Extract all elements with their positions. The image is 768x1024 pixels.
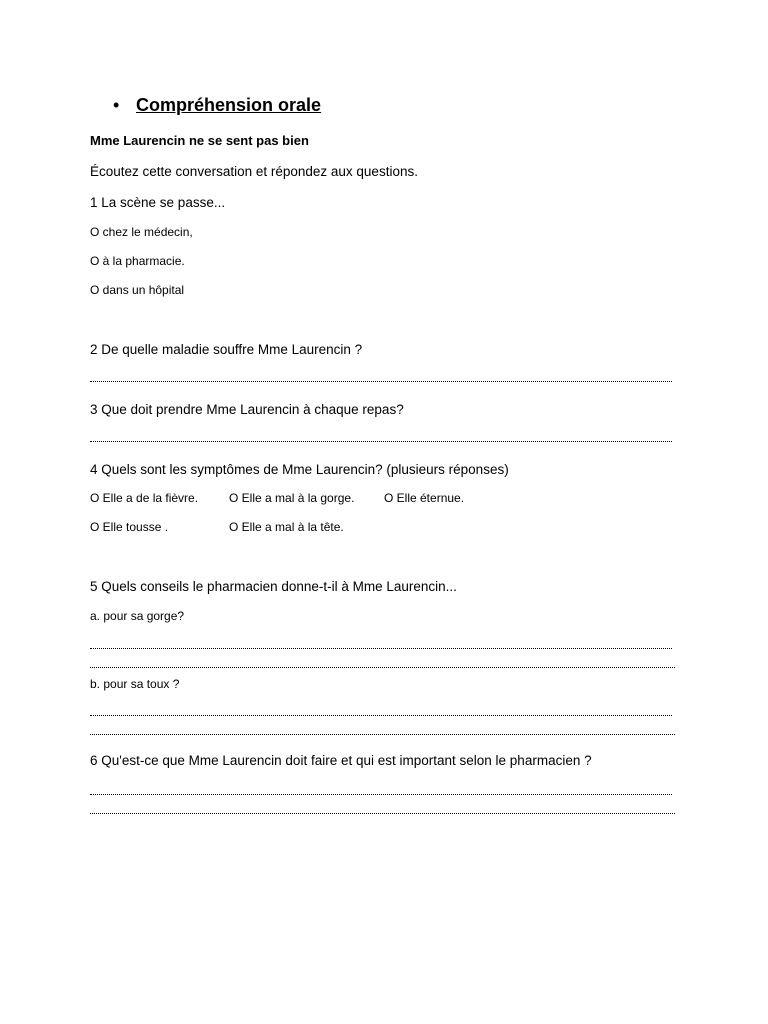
answer-line [90, 379, 672, 382]
q4-option-cough: O Elle tousse . [90, 520, 169, 534]
answer-line [90, 713, 672, 716]
q5-part-a: a. pour sa gorge? [90, 609, 185, 623]
q1-option-2: O à la pharmacie. [90, 254, 185, 268]
q1-option-3: O dans un hôpital [90, 283, 185, 297]
answer-line [90, 646, 672, 649]
answer-line [90, 665, 675, 668]
answer-line [90, 439, 672, 442]
q4-option-fever: O Elle a de la fièvre. [90, 491, 199, 505]
question-3: 3 Que doit prendre Mme Laurencin à chaque repas? [90, 402, 404, 417]
document-subtitle: Mme Laurencin ne se sent pas bien [90, 133, 309, 148]
question-6: 6 Qu'est-ce que Mme Laurencin doit faire et qui est important selon le pharmacien ? [90, 753, 592, 768]
heading-bullet: • [113, 95, 120, 115]
q4-option-headache: O Elle a mal à la tête. [229, 520, 344, 534]
q5-part-b: b. pour sa toux ? [90, 677, 180, 691]
question-1: 1 La scène se passe... [90, 195, 226, 210]
q4-option-throat: O Elle a mal à la gorge. [229, 491, 355, 505]
question-4: 4 Quels sont les symptômes de Mme Laurencin? (plusieurs réponses) [90, 462, 509, 477]
answer-line [90, 792, 672, 795]
question-2: 2 De quelle maladie souffre Mme Laurencin ? [90, 342, 363, 357]
answer-line [90, 732, 675, 735]
q1-option-1: O chez le médecin, [90, 225, 193, 239]
page-title: Compréhension orale [136, 95, 322, 115]
question-5: 5 Quels conseils le pharmacien donne-t-il à Mme Laurencin... [90, 579, 457, 594]
q4-option-sneeze: O Elle éternue. [384, 491, 465, 505]
answer-line [90, 811, 675, 814]
instruction-text: Écoutez cette conversation et répondez aux questions. [90, 164, 418, 179]
